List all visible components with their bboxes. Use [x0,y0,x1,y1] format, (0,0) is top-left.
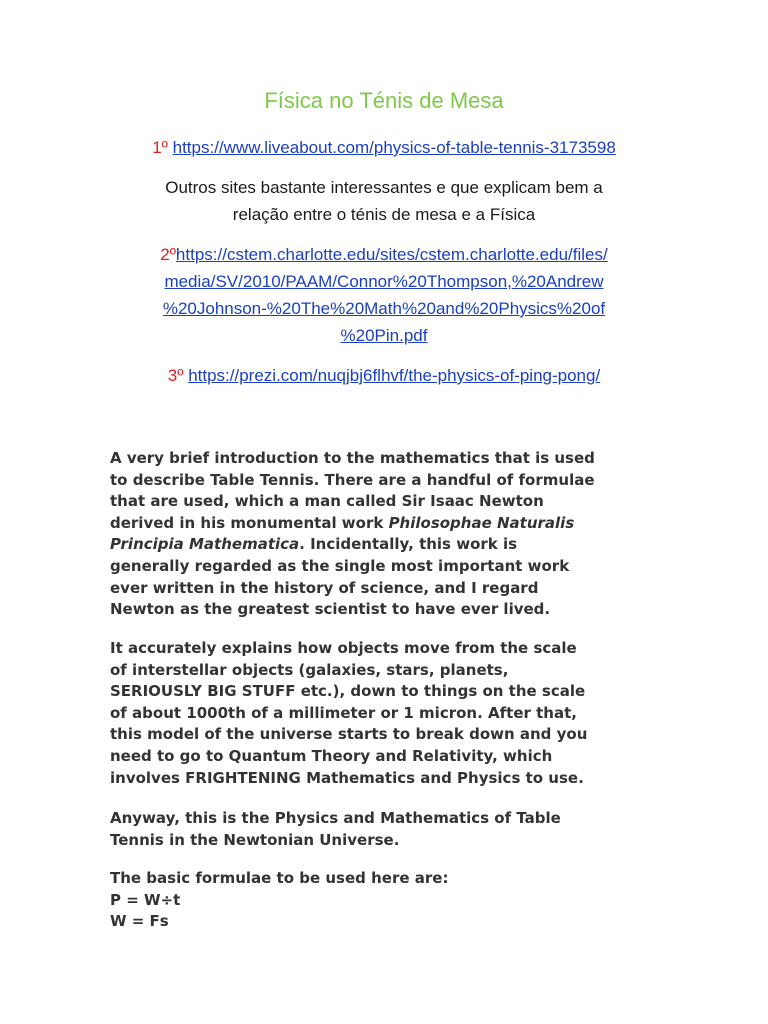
link-1-line [0,134,768,161]
formula-work: W = Fs [110,912,169,931]
link-2-line-2 [0,268,768,295]
link-2-url-part-3[interactable]: %20Johnson-%20The%20Math%20and%20Physics%20of [162,299,606,318]
link-2-url-part-2[interactable]: media/SV/2010/PAAM/Connor%20Thompson,%20Andrew [164,272,604,291]
paragraph-line: generally regarded as the single most important work [110,556,570,575]
link-2-line-4 [0,322,768,349]
paragraph-line: Anyway, this is the Physics and Mathematics of Table [110,809,561,827]
book-title-part-1: Philosophae Naturalis [388,513,575,532]
paragraph-text: derived in his monumental work [110,513,389,532]
paragraph-intro [110,448,670,621]
paragraph-line: SERIOUSLY BIG STUFF etc.), down to things on the scale [110,682,586,701]
paragraph-scale [110,638,670,789]
link-3-url[interactable]: https://prezi.com/nuqjbj6flhvf/the-physics-of-ping-pong/ [188,366,601,385]
paragraph-text: . Incidentally, this work is [299,535,518,554]
paragraph-line: that are used, which a man called Sir Isaac Newton [110,492,544,511]
formula-power: P = W÷t [110,890,181,909]
link-2-line-1 [0,241,768,268]
paragraph-line: this model of the universe starts to break down and you [110,725,588,744]
link-1-number: 1º [152,138,168,157]
intro-line-1: Outros sites bastante interessantes e que explicam bem a [165,178,603,197]
paragraph-line: Tennis in the Newtonian Universe. [110,830,400,849]
link-2-number: 2º [160,245,176,264]
paragraph-line [110,534,670,556]
paragraph-line: It accurately explains how objects move from the scale [110,639,577,657]
book-title-part-2: Principia Mathematica [110,535,300,554]
paragraph-line: of interstellar objects (galaxies, stars, planets, [110,660,509,679]
intro-line-2: relação entre o ténis de mesa e a Física [232,205,536,224]
paragraph-line [110,513,670,535]
link-3-line [0,362,768,389]
link-3-number: 3º [167,366,184,385]
link-1-url[interactable]: https://www.liveabout.com/physics-of-table-tennis-3173598 [172,138,616,157]
link-2-line-3 [0,295,768,322]
paragraph-line: ever written in the history of science, and I regard [110,578,539,597]
paragraph-line: need to go to Quantum Theory and Relativity, which [110,746,553,765]
paragraph-newtonian [110,808,670,851]
paragraph-line: of about 1000th of a millimeter or 1 micron. After that, [110,703,577,722]
paragraph-line: The basic formulae to be used here are: [110,869,449,887]
paragraph-line: A very brief introduction to the mathematics that is used [110,449,595,467]
page-title: Física no Ténis de Mesa [264,88,504,113]
paragraph-formulae [110,868,670,933]
paragraph-line: to describe Table Tennis. There are a handful of formulae [110,470,595,489]
link-2-url-part-1[interactable]: https://cstem.charlotte.edu/sites/cstem.charlotte.edu/files/ [175,245,608,264]
link-2-url-part-4[interactable]: %20Pin.pdf [340,326,428,345]
paragraph-line: involves FRIGHTENING Mathematics and Physics to use. [110,768,584,787]
paragraph-line: Newton as the greatest scientist to have ever lived. [110,600,551,619]
